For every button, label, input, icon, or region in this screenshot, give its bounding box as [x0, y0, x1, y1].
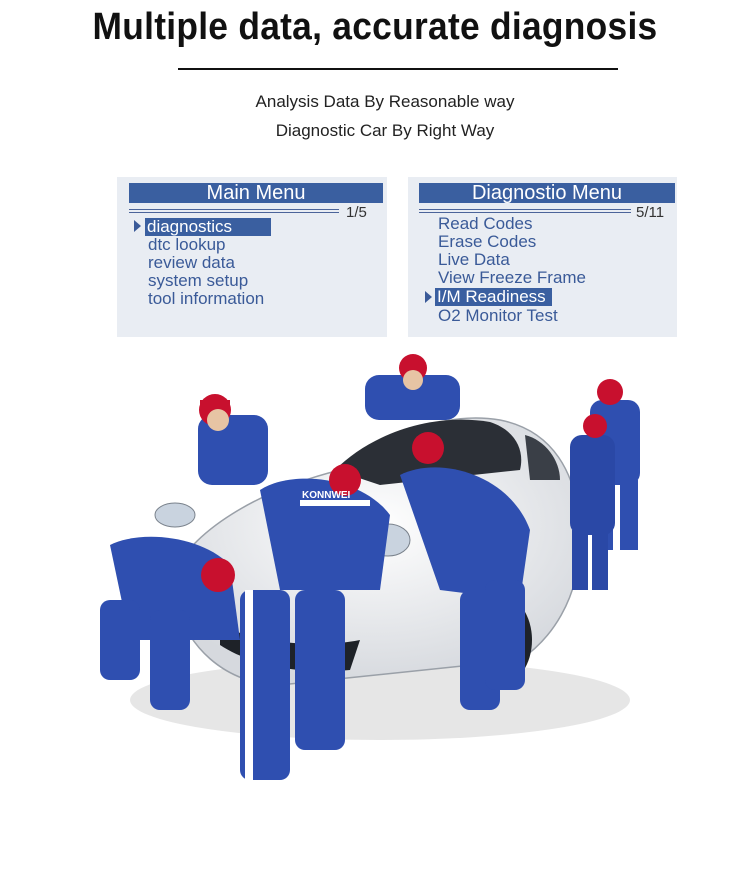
title-underline	[129, 209, 339, 210]
subtitle-line-1: Analysis Data By Reasonable way	[255, 92, 515, 111]
subtitle-line-2: Diagnostic Car By Right Way	[275, 121, 495, 140]
selection-cursor-icon	[134, 220, 141, 232]
menu-item-live-data[interactable]: Live Data	[438, 250, 510, 269]
title-underline	[129, 212, 339, 213]
title-underline	[419, 209, 631, 210]
menu-item-system-setup[interactable]: system setup	[148, 271, 249, 290]
technicians-car-illustration	[80, 340, 670, 820]
menu-item-erase-codes[interactable]: Erase Codes	[438, 232, 537, 251]
menu-item-review-data[interactable]: review data	[148, 253, 235, 272]
main-menu-screen	[117, 177, 387, 337]
page-indicator: 5/11	[636, 204, 665, 221]
title-underline	[419, 212, 631, 213]
technician-figure	[365, 354, 460, 420]
selection-cursor-icon	[425, 291, 432, 303]
menu-item-im-readiness[interactable]: I/M Readiness	[435, 288, 552, 306]
page-indicator: 1/5	[346, 204, 367, 221]
diagnostic-menu-title: Diagnostio Menu	[419, 183, 675, 203]
menu-item-tool-information[interactable]: tool information	[148, 289, 265, 308]
menu-item-read-codes[interactable]: Read Codes	[438, 214, 533, 233]
divider	[178, 68, 618, 70]
menu-item-view-freeze-frame[interactable]: View Freeze Frame	[438, 268, 587, 287]
technician-figure	[198, 394, 268, 485]
diagnostic-menu-screen	[408, 177, 677, 337]
uniform-label: KONNWEI	[302, 490, 351, 501]
menu-item-dtc-lookup[interactable]: dtc lookup	[148, 235, 226, 254]
menu-item-diagnostics[interactable]: diagnostics	[145, 218, 271, 236]
main-menu-title: Main Menu	[129, 183, 383, 203]
headline: Multiple data, accurate diagnosis	[92, 6, 658, 48]
menu-item-o2-monitor-test[interactable]: O2 Monitor Test	[438, 306, 558, 325]
technician-figure	[570, 414, 615, 590]
